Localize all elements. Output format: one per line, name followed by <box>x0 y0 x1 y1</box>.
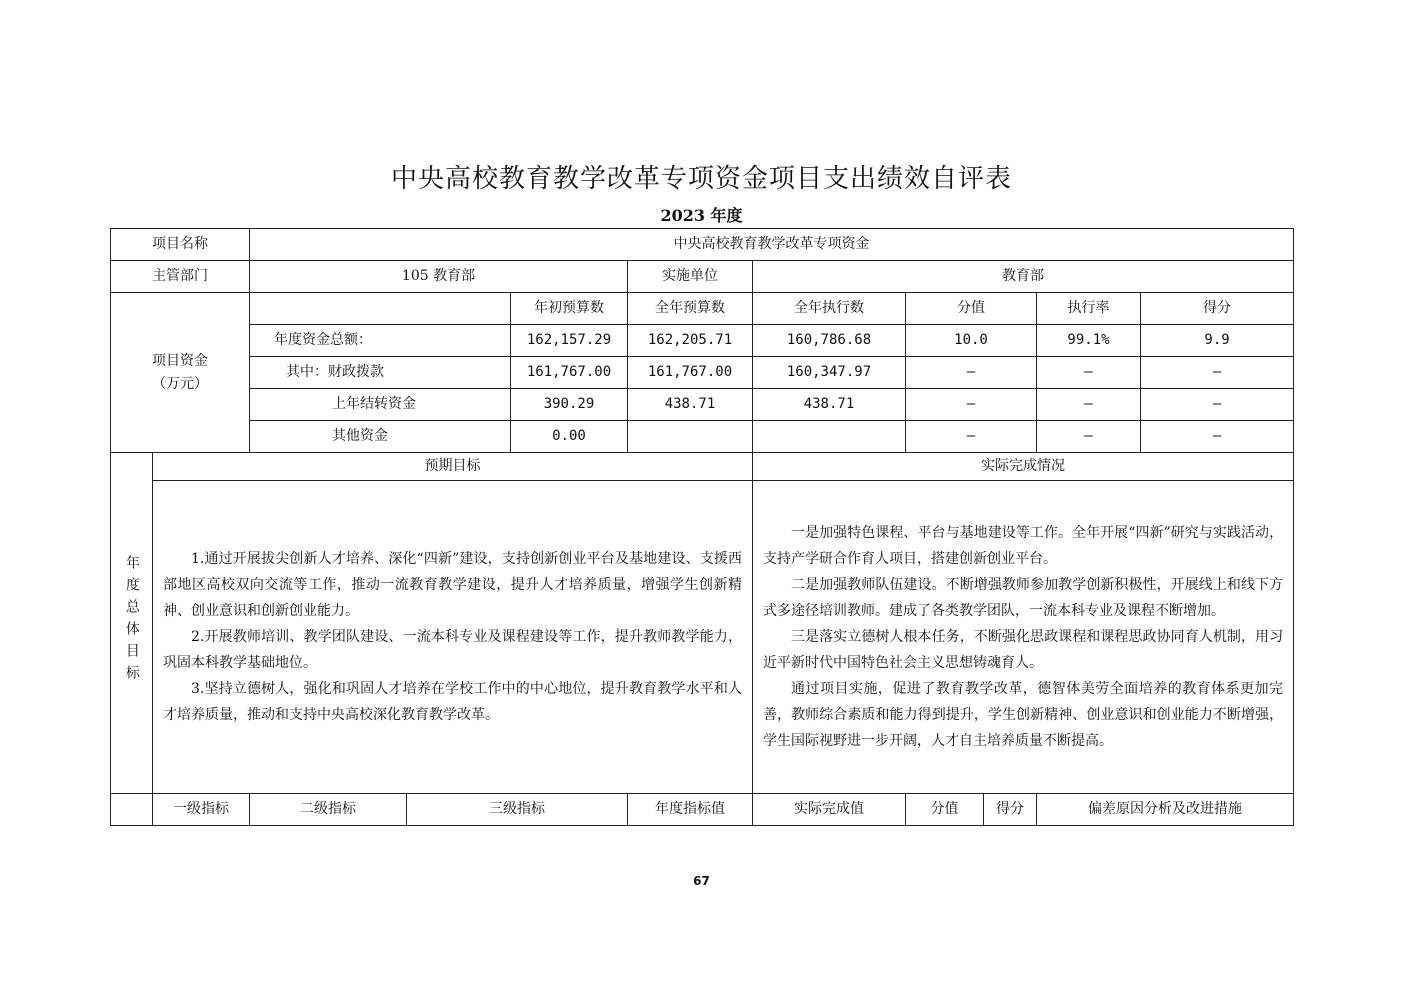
funds-cell <box>628 421 753 453</box>
funds-label-line2: （万元） <box>152 375 208 392</box>
indicator-header: 一级指标 <box>153 794 250 826</box>
funds-cell: 390.29 <box>511 389 628 421</box>
project-name-label: 项目名称 <box>111 229 250 261</box>
funds-row-label: 上年结转资金 <box>250 389 511 421</box>
impl-value: 教育部 <box>753 261 1294 293</box>
funds-cell: — <box>906 357 1037 389</box>
goals-side-label-cell <box>111 453 153 794</box>
indicator-header: 三级指标 <box>407 794 628 826</box>
funds-cell: 0.00 <box>511 421 628 453</box>
funds-cell: 162,205.71 <box>628 325 753 357</box>
funds-cell: 99.1% <box>1037 325 1141 357</box>
funds-row-carryover <box>111 389 1294 421</box>
funds-cell: — <box>906 421 1037 453</box>
funds-header: 执行率 <box>1037 293 1141 325</box>
expected-goal-header: 预期目标 <box>153 453 753 481</box>
performance-table <box>110 228 1294 826</box>
funds-cell: 160,347.97 <box>753 357 906 389</box>
actual-result-text <box>753 481 1294 794</box>
indicator-header: 分值 <box>906 794 984 826</box>
dept-label: 主管部门 <box>111 261 250 293</box>
impl-label: 实施单位 <box>628 261 753 293</box>
funds-header: 全年预算数 <box>628 293 753 325</box>
funds-cell: 438.71 <box>753 389 906 421</box>
expected-goal-paragraph: 2.开展教师培训、教学团队建设、一流本科专业及课程建设等工作，提升教师教学能力，巩固本科教学基础地位。 <box>163 629 742 671</box>
dept-value: 105 教育部 <box>250 261 628 293</box>
funds-cell: — <box>1037 389 1141 421</box>
funds-cell: — <box>1141 389 1294 421</box>
actual-result-paragraph: 二是加强教师队伍建设。不断增强教师参加教学创新积极性，开展线上和线下方式多途径培训教师。建成了各类教学团队，一流本科专业及课程不断增加。 <box>763 577 1284 619</box>
indicator-header: 偏差原因分析及改进措施 <box>1037 794 1294 826</box>
indicator-blank-cell <box>111 794 153 826</box>
funds-blank-header <box>250 293 511 325</box>
funds-header: 年初预算数 <box>511 293 628 325</box>
funds-header: 分值 <box>906 293 1037 325</box>
funds-cell: — <box>1141 421 1294 453</box>
page-title: 中央高校教育教学改革专项资金项目支出绩效自评表 <box>390 164 1012 194</box>
funds-row-label: 其他资金 <box>250 421 511 453</box>
goals-content-row <box>111 481 1294 794</box>
funds-row-fiscal <box>111 357 1294 389</box>
funds-cell: 9.9 <box>1141 325 1294 357</box>
goals-side-label: 年度总体目标 <box>123 554 140 687</box>
funds-cell: 162,157.29 <box>511 325 628 357</box>
funds-cell: 160,786.68 <box>753 325 906 357</box>
funds-row-total <box>111 325 1294 357</box>
funds-row-label: 其中：财政拨款 <box>250 357 511 389</box>
indicator-header: 年度指标值 <box>628 794 753 826</box>
funds-label-line1: 项目资金 <box>152 352 208 369</box>
year-subtitle: 2023 年度 <box>660 206 743 225</box>
funds-cell <box>753 421 906 453</box>
page-number: 67 <box>693 874 710 888</box>
funds-header: 全年执行数 <box>753 293 906 325</box>
funds-cell: — <box>1037 421 1141 453</box>
actual-result-paragraph: 一是加强特色课程、平台与基地建设等工作。全年开展“四新”研究与实践活动，支持产学研合作育人项目，搭建创新创业平台。 <box>763 525 1284 567</box>
indicator-header: 实际完成值 <box>753 794 906 826</box>
actual-result-paragraph: 通过项目实施，促进了教育教学改革，德智体美劳全面培养的教育体系更加完善，教师综合素质和能力得到提升，学生创新精神、创业意识和创业能力不断增强，学生国际视野进一步开阔，人才自主培养质量不断提高。 <box>763 681 1284 749</box>
funds-cell: — <box>1037 357 1141 389</box>
actual-result-paragraph: 三是落实立德树人根本任务，不断强化思政课程和课程思政协同育人机制，用习近平新时代中国特色社会主义思想铸魂育人。 <box>763 629 1284 671</box>
expected-goal-paragraph: 3.坚持立德树人，强化和巩固人才培养在学校工作中的中心地位，提升教育教学水平和人才培养质量，推动和支持中央高校深化教育教学改革。 <box>163 681 742 723</box>
funds-cell: 10.0 <box>906 325 1037 357</box>
expected-goal-paragraph: 1.通过开展拔尖创新人才培养、深化“四新”建设，支持创新创业平台及基地建设、支援西部地区高校双向交流等工作，推动一流教育教学建设，提升人才培养质量，增强学生创新精神、创业意识和创新创业能力。 <box>163 551 742 619</box>
indicator-header: 得分 <box>984 794 1037 826</box>
goals-header-row <box>111 453 1294 481</box>
funds-label <box>111 293 250 453</box>
dept-row <box>111 261 1294 293</box>
funds-header: 得分 <box>1141 293 1294 325</box>
funds-cell: 161,767.00 <box>628 357 753 389</box>
funds-header-row <box>111 293 1294 325</box>
funds-row-other <box>111 421 1294 453</box>
indicator-header: 二级指标 <box>250 794 407 826</box>
funds-cell: — <box>906 389 1037 421</box>
expected-goal-text <box>153 481 753 794</box>
indicator-header-row <box>111 794 1294 826</box>
funds-cell: 438.71 <box>628 389 753 421</box>
funds-cell: 161,767.00 <box>511 357 628 389</box>
project-name-row <box>111 229 1294 261</box>
funds-cell: — <box>1141 357 1294 389</box>
funds-row-label: 年度资金总额： <box>250 325 511 357</box>
actual-result-header: 实际完成情况 <box>753 453 1294 481</box>
project-name-value: 中央高校教育教学改革专项资金 <box>250 229 1294 261</box>
